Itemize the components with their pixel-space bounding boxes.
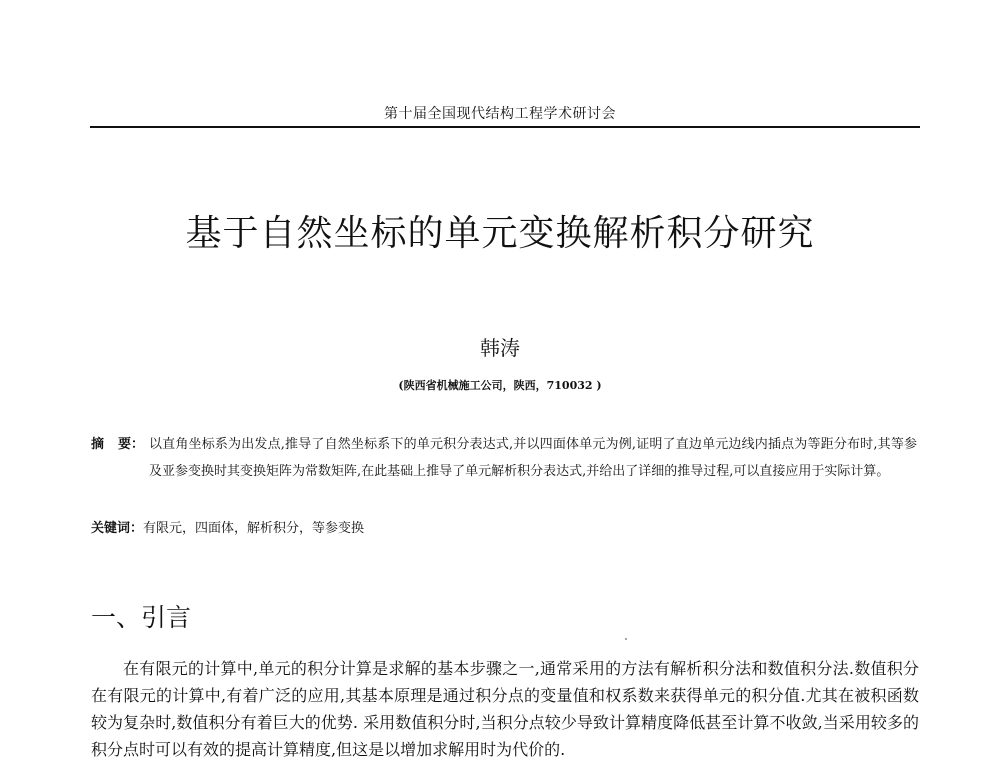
- abstract-label-right: 要：: [118, 437, 145, 452]
- paper-title: 基于自然坐标的单元变换解析积分研究: [185, 213, 815, 254]
- scan-speck: [625, 638, 627, 640]
- body-paragraph: 在有限元的计算中,单元的积分计算是求解的基本步骤之一,通常采用的方法有解析积分法和数值积分法.数值积分在有限元的计算中,有着广泛的应用,其基本原理是通过积分点的变量值和权系数来获得单元的积分值.尤其在被积函数较为复杂时,数值积分有着巨大的优势. 采用数值积分时,当积分点较少导致计算精度降低甚至计算不收敛,当采用较多的积分点时可以有效的提高计算精度,但这是以增加求解用时为代价的.: [91, 659, 919, 759]
- keywords-block: [91, 517, 917, 536]
- author-name: 韩涛: [480, 336, 520, 360]
- running-header: 第十届全国现代结构工程学术研讨会: [384, 106, 616, 122]
- header-rule: [90, 126, 920, 128]
- author-affiliation: (陕西省机械施工公司，陕西，710032 ): [398, 379, 602, 392]
- keywords-label: 关键词：: [91, 521, 144, 536]
- abstract-label: [91, 431, 151, 458]
- section-heading: 一、引言: [91, 603, 192, 632]
- keywords-text: 有限元，四面体，解析积分，等参变换: [143, 521, 365, 536]
- abstract-block: [91, 431, 917, 485]
- abstract-text: 以直角坐标系为出发点,推导了自然坐标系下的单元积分表达式,并以四面体单元为例,证明了直边单元边线内插点为等距分布时,其等参及亚参变换时其变换矩阵为常数矩阵,在此基础上推导了单元解析积分表达式,并给出了详细的推导过程,可以直接应用于实际计算。: [149, 437, 917, 479]
- abstract-label-left: 摘: [91, 437, 105, 452]
